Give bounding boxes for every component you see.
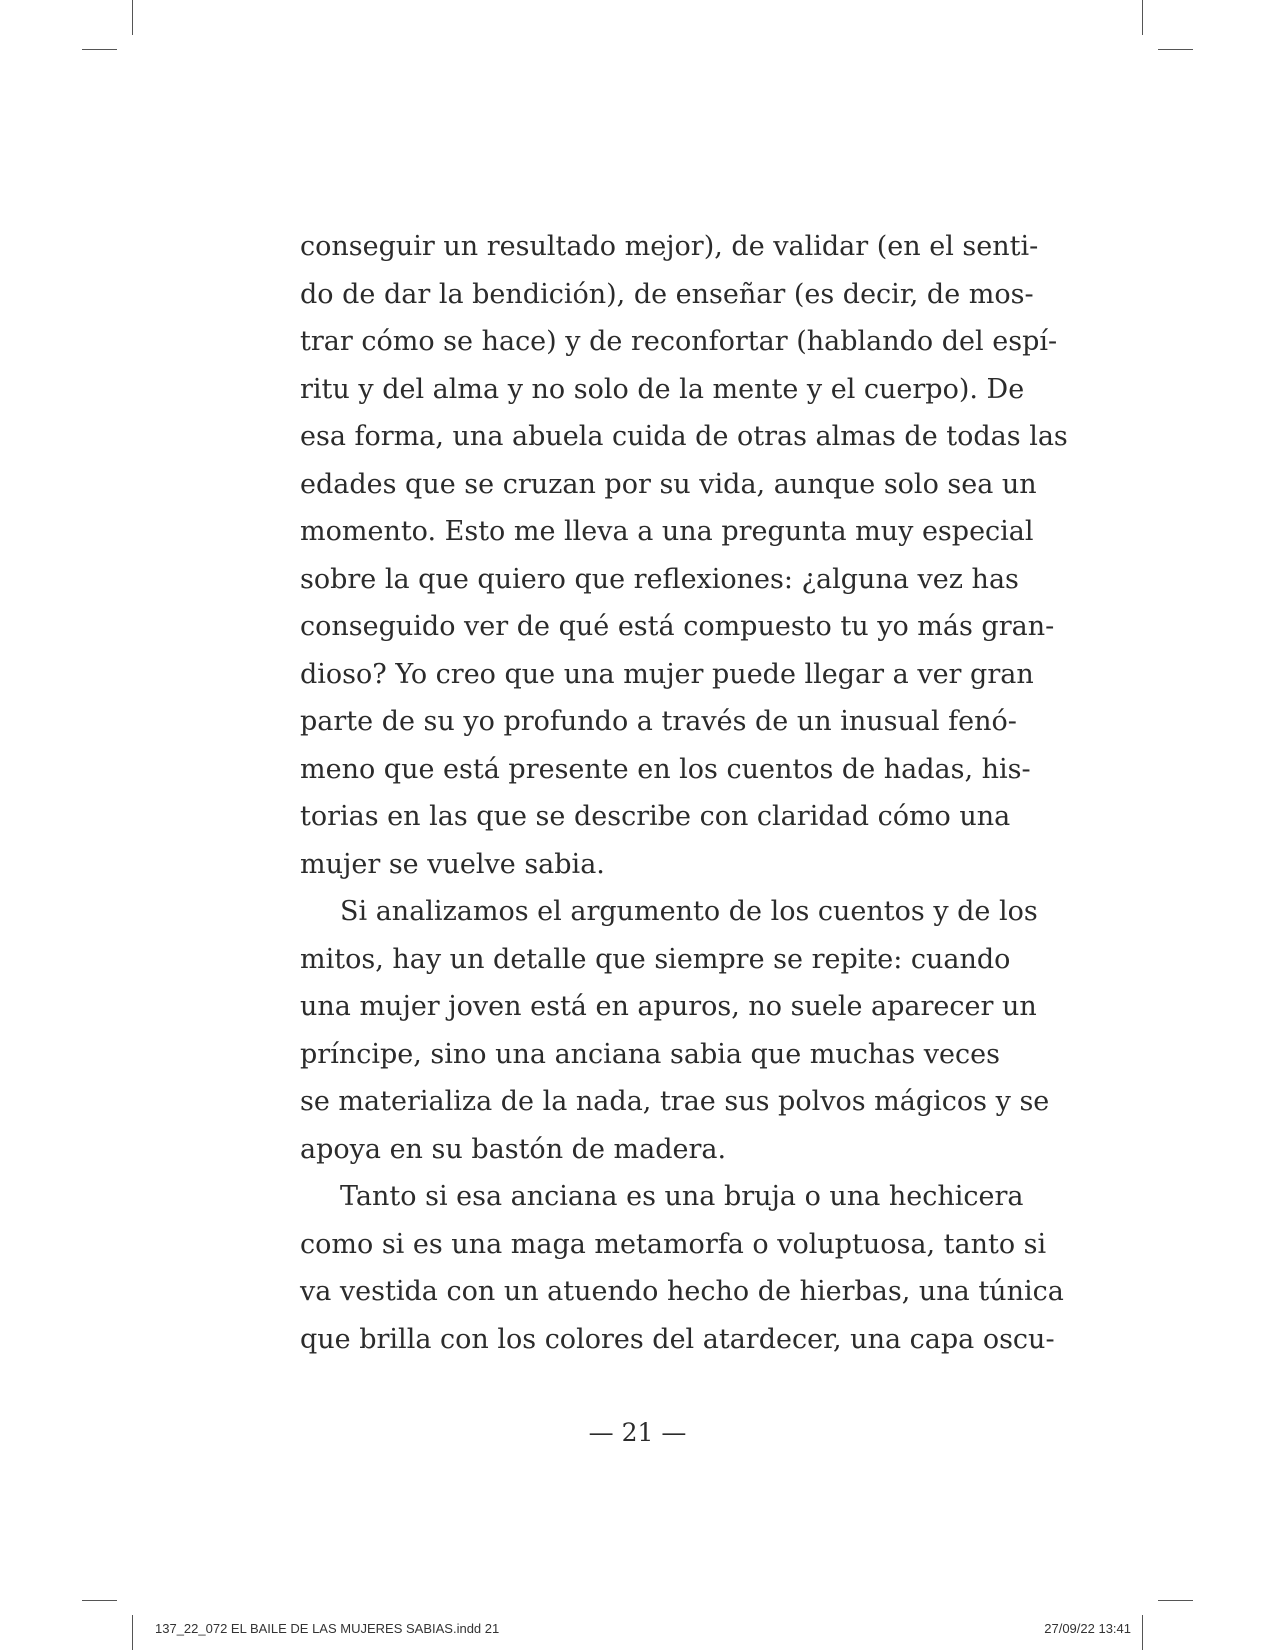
slug-datetime: 27/09/22 13:41	[1044, 1621, 1131, 1636]
text-line: mujer se vuelve sabia.	[300, 848, 605, 880]
text-line: Tanto si esa anciana es una bruja o una hechicera	[340, 1181, 1024, 1212]
crop-mark-top-left-vertical	[132, 0, 133, 35]
text-line: una mujer joven está en apuros, no suele aparecer un	[300, 991, 1037, 1022]
text-line: meno que está presente en los cuentos de hadas, his-	[300, 753, 1031, 785]
crop-mark-bottom-left-vertical	[132, 1615, 133, 1650]
text-line: torias en las que se describe con claridad cómo una	[300, 801, 1011, 832]
crop-mark-top-left-horizontal	[82, 49, 117, 50]
text-line: se materializa de la nada, trae sus polvos mágicos y se	[300, 1086, 1050, 1117]
crop-mark-top-right-vertical	[1142, 0, 1143, 35]
text-line: que brilla con los colores del atardecer, una capa oscu-	[300, 1323, 1055, 1355]
text-line: sobre la que quiero que reflexiones: ¿alguna vez has	[300, 563, 1019, 595]
text-line: do de dar la bendición), de enseñar (es decir, de mos-	[300, 278, 1034, 310]
text-line: mitos, hay un detalle que siempre se repite: cuando	[300, 943, 1011, 975]
crop-mark-bottom-right-horizontal	[1158, 1600, 1193, 1601]
text-line: edades que se cruzan por su vida, aunque solo sea un	[300, 468, 1037, 500]
text-line: ritu y del alma y no solo de la mente y el cuerpo). De	[300, 373, 1025, 405]
text-line: apoya en su bastón de madera.	[300, 1133, 727, 1165]
page-number: — 21 —	[588, 1418, 687, 1447]
text-line: conseguir un resultado mejor), de validar (en el senti-	[300, 231, 1039, 262]
text-line: Si analizamos el argumento de los cuentos y de los	[340, 896, 1038, 927]
text-line: dioso? Yo creo que una mujer puede llegar a ver gran	[300, 658, 1034, 690]
text-line: va vestida con un atuendo hecho de hierbas, una túnica	[300, 1276, 1064, 1307]
text-line: príncipe, sino una anciana sabia que muchas veces	[300, 1038, 1000, 1070]
text-line: momento. Esto me lleva a una pregunta muy especial	[300, 516, 1034, 547]
text-line: conseguido ver de qué está compuesto tu yo más gran-	[300, 611, 1055, 642]
body-text	[300, 223, 1068, 1363]
text-line: como si es una maga metamorfa o voluptuosa, tanto si	[300, 1228, 1047, 1260]
crop-mark-top-right-horizontal	[1158, 49, 1193, 50]
text-line: trar cómo se hace) y de reconfortar (hablando del espí-	[300, 326, 1058, 357]
text-line: parte de su yo profundo a través de un inusual fenó-	[300, 706, 1017, 737]
crop-mark-bottom-left-horizontal	[82, 1600, 117, 1601]
text-line: esa forma, una abuela cuida de otras almas de todas las	[300, 421, 1068, 452]
crop-mark-bottom-right-vertical	[1142, 1615, 1143, 1650]
slug-file-info: 137_22_072 EL BAILE DE LAS MUJERES SABIAS.indd 21	[155, 1621, 500, 1636]
